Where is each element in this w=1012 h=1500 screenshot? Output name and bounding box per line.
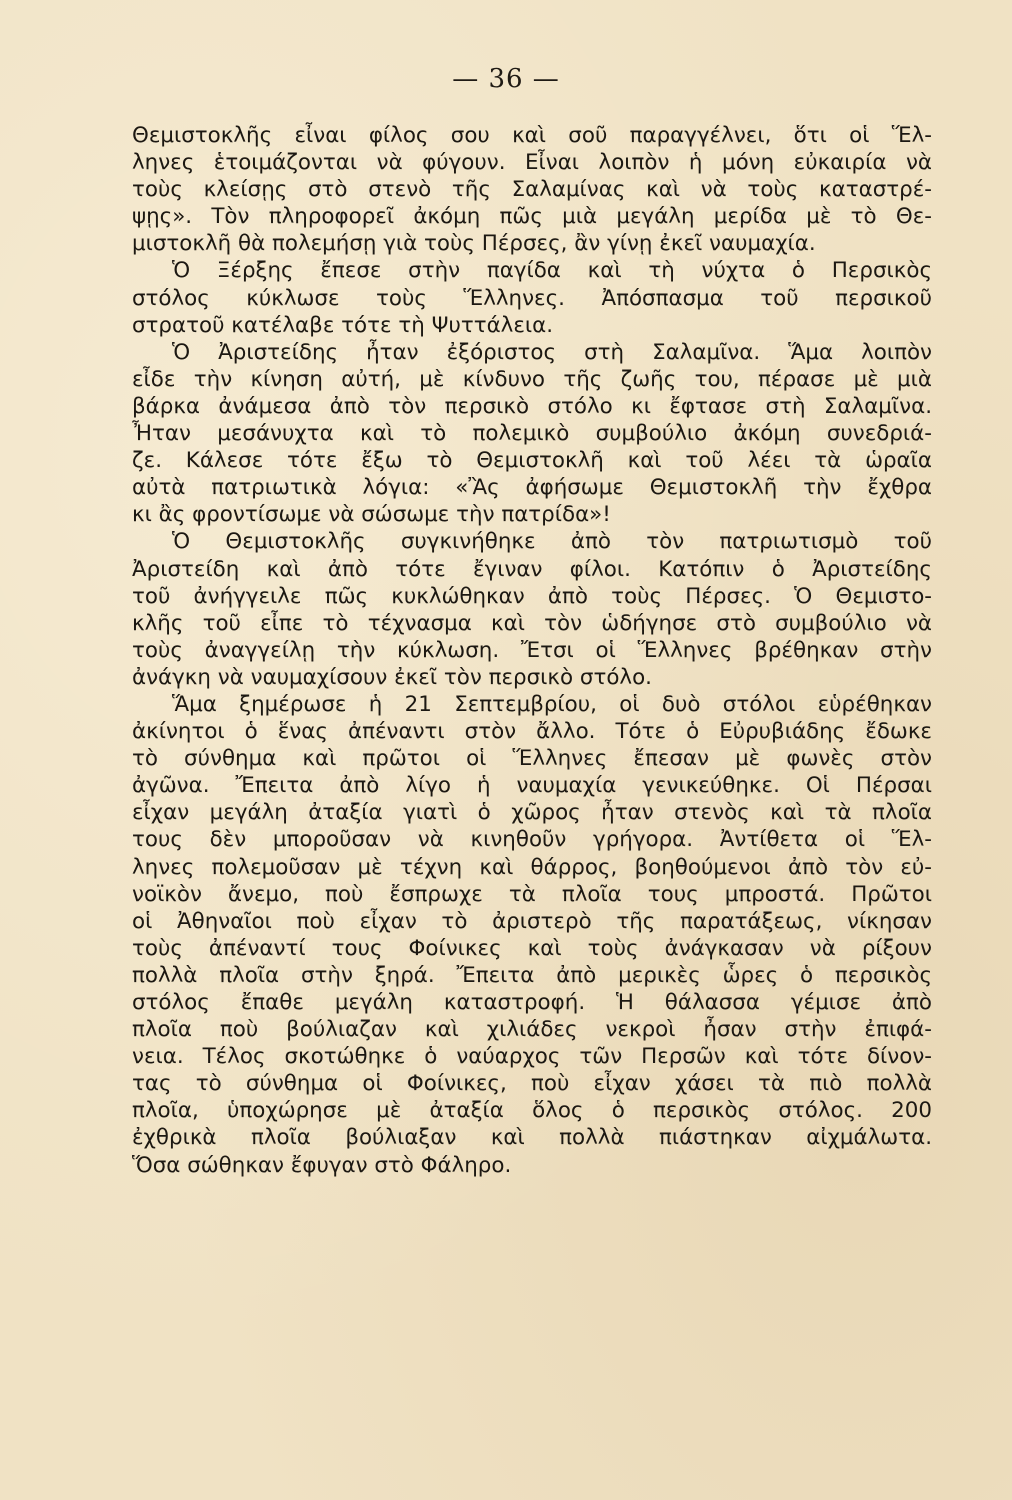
page-number: — 36 — xyxy=(452,64,560,94)
text-line: Ἅμα ξημέρωσε ἡ 21 Σεπτεμβρίου, οἱ δυὸ στόλοι εὑρέθηκαν xyxy=(172,691,932,717)
text-line: κι ἂς φροντίσωμε νὰ σώσωμε τὴν πατρίδα»! xyxy=(132,502,611,528)
text-line: πολλὰ πλοῖα στὴν ξηρά. Ἔπειτα ἀπὸ μερικὲς ὧρες ὁ περσικὸς xyxy=(132,962,932,988)
text-line: ζε. Κάλεσε τότε ἔξω τὸ Θεμιστοκλῆ καὶ τοῦ λέει τὰ ὡραῖα xyxy=(132,448,932,474)
text-line: Ὁ Ξέρξης ἔπεσε στὴν παγίδα καὶ τὴ νύχτα ὁ Περσικὸς xyxy=(172,258,932,284)
body-text xyxy=(132,122,932,1179)
text-line: τους δὲν μποροῦσαν νὰ κινηθοῦν γρήγορα. Ἀντίθετα οἱ Ἕλ- xyxy=(132,827,932,853)
text-line: νοϊκὸν ἄνεμο, ποὺ ἔσπρωχε τὰ πλοῖα τους μπροστά. Πρῶτοι xyxy=(132,881,932,907)
text-line: ἀγῶνα. Ἔπειτα ἀπὸ λίγο ἡ ναυμαχία γενικεύθηκε. Οἱ Πέρσαι xyxy=(132,773,932,799)
text-line: Ἀριστείδη καὶ ἀπὸ τότε ἔγιναν φίλοι. Κατόπιν ὁ Ἀριστείδης xyxy=(132,556,932,582)
text-line: ἐχθρικὰ πλοῖα βούλιαξαν καὶ πολλὰ πιάστηκαν αἰχμάλωτα. xyxy=(132,1125,932,1151)
text-line: ἀκίνητοι ὁ ἕνας ἀπέναντι στὸν ἄλλο. Τότε ὁ Εὐρυβιάδης ἔδωκε xyxy=(132,719,932,745)
text-line: στόλος κύκλωσε τοὺς Ἕλληνες. Ἀπόσπασμα τοῦ περσικοῦ xyxy=(132,285,932,311)
text-line: εἶδε τὴν κίνηση αὐτή, μὲ κίνδυνο τῆς ζωῆς του, πέρασε μὲ μιὰ xyxy=(132,366,932,392)
text-line: ἀνάγκη νὰ ναυμαχίσουν ἐκεῖ τὸν περσικὸ στόλο. xyxy=(132,664,652,690)
text-line: Ὁ Ἀριστείδης ἦταν ἐξόριστος στὴ Σαλαμῖνα. Ἅμα λοιπὸν xyxy=(172,339,932,365)
text-line: κλῆς τοῦ εἶπε τὸ τέχνασμα καὶ τὸν ὡδήγησε στὸ συμβούλιο νὰ xyxy=(132,610,932,636)
text-line: τὸ σύνθημα καὶ πρῶτοι οἱ Ἕλληνες ἔπεσαν μὲ φωνὲς στὸν xyxy=(132,746,932,772)
text-line: πλοῖα, ὑποχώρησε μὲ ἀταξία ὅλος ὁ περσικὸς στόλος. 200 xyxy=(132,1098,932,1124)
text-line: βάρκα ἀνάμεσα ἀπὸ τὸν περσικὸ στόλο κι ἔφτασε στὴ Σαλαμῖνα. xyxy=(132,393,932,419)
text-line: ψῃς». Τὸν πληροφορεῖ ἀκόμη πῶς μιὰ μεγάλη μερίδα μὲ τὸ Θε- xyxy=(132,204,932,230)
text-line: νεια. Τέλος σκοτώθηκε ὁ ναύαρχος τῶν Περσῶν καὶ τότε δίνον- xyxy=(132,1044,932,1070)
text-line: ληνες ἑτοιμάζονται νὰ φύγουν. Εἶναι λοιπὸν ἡ μόνη εὐκαιρία νὰ xyxy=(132,150,932,176)
text-line: Ὅσα σώθηκαν ἔφυγαν στὸ Φάληρο. xyxy=(132,1152,512,1178)
text-line: τας τὸ σύνθημα οἱ Φοίνικες, ποὺ εἶχαν χάσει τὰ πιὸ πολλὰ xyxy=(132,1071,932,1097)
text-line: Ἦταν μεσάνυχτα καὶ τὸ πολεμικὸ συμβούλιο ἀκόμη συνεδριά- xyxy=(132,421,932,447)
text-line: στόλος ἔπαθε μεγάλη καταστροφή. Ἡ θάλασσα γέμισε ἀπὸ xyxy=(132,990,932,1015)
text-line: πλοῖα ποὺ βούλιαζαν καὶ χιλιάδες νεκροὶ ἦσαν στὴν ἐπιφά- xyxy=(132,1017,932,1043)
text-line: Ὁ Θεμιστοκλῆς συγκινήθηκε ἀπὸ τὸν πατριωτισμὸ τοῦ xyxy=(172,529,932,555)
text-line: εἶχαν μεγάλη ἀταξία γιατὶ ὁ χῶρος ἦταν στενὸς καὶ τὰ πλοῖα xyxy=(132,800,932,826)
text-line: τοὺς ἀπέναντί τους Φοίνικες καὶ τοὺς ἀνάγκασαν νὰ ρίξουν xyxy=(132,935,932,961)
text-line: ληνες πολεμοῦσαν μὲ τέχνη καὶ θάρρος, βοηθούμενοι ἀπὸ τὸν εὐ- xyxy=(132,854,932,880)
text-line: οἱ Ἀθηναῖοι ποὺ εἶχαν τὸ ἀριστερὸ τῆς παρατάξεως, νίκησαν xyxy=(132,908,932,934)
text-line: τοὺς κλείσῃς στὸ στενὸ τῆς Σαλαμίνας καὶ νὰ τοὺς καταστρέ- xyxy=(132,177,932,203)
text-line: μιστοκλῆ θὰ πολεμήσῃ γιὰ τοὺς Πέρσες, ἂν γίνῃ ἐκεῖ ναυμαχία. xyxy=(132,231,816,257)
text-line: τοὺς ἀναγγείλῃ τὴν κύκλωση. Ἔτσι οἱ Ἕλληνες βρέθηκαν στὴν xyxy=(132,637,932,663)
text-line: στρατοῦ κατέλαβε τότε τὴ Ψυττάλεια. xyxy=(132,312,554,338)
text-line: αὐτὰ πατριωτικὰ λόγια: «Ἂς ἀφήσωμε Θεμιστοκλῆ τὴν ἔχθρα xyxy=(132,475,932,501)
text-line: τοῦ ἀνήγγειλε πῶς κυκλώθηκαν ἀπὸ τοὺς Πέρσες. Ὁ Θεμιστο- xyxy=(132,583,932,609)
text-line: Θεμιστοκλῆς εἶναι φίλος σου καὶ σοῦ παραγγέλνει, ὅτι οἱ Ἕλ- xyxy=(132,123,932,148)
